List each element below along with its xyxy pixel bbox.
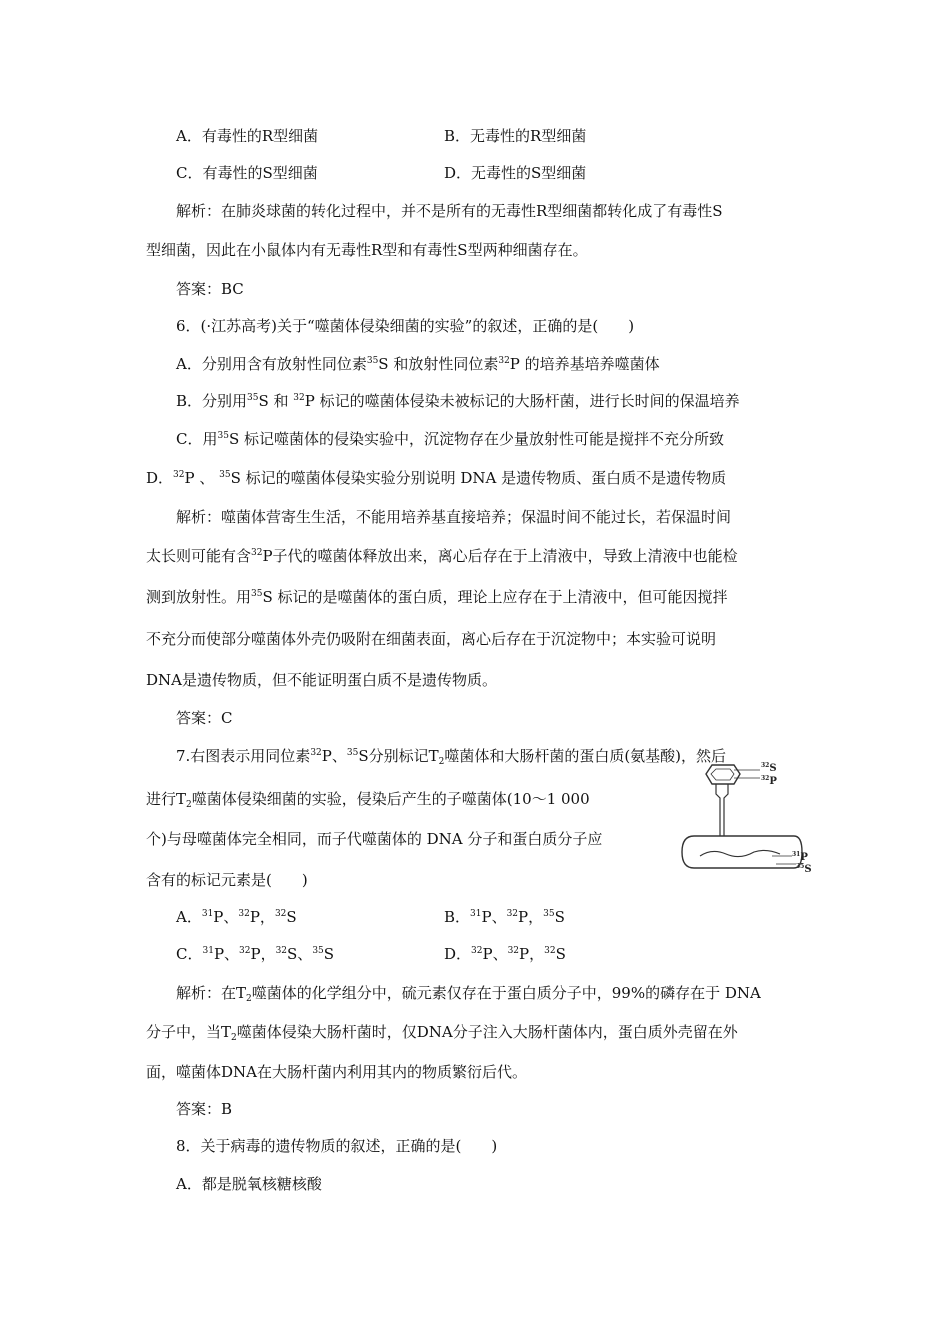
q6-analysis-line-2: 太长则可能有含$^{32}$P子代的噬菌体释放出来，离心后存在于上清液中，导致上清液中也能检: [146, 547, 738, 565]
q7-option-c: C．$^{31}$P、$^{32}$P，$^{32}$S、$^{35}$S: [176, 945, 335, 963]
q7-analysis-line-2: 分子中，当$T_2$噬菌体侵染大肠杆菌时，仅DNA分子注入大肠杆菌体内，蛋白质外壳留在外: [146, 1023, 738, 1043]
q5-option-d: D．无毒性的S型细菌: [444, 164, 587, 182]
q6-option-a: A．分别用含有放射性同位素$^{35}$S 和放射性同位素$^{32}$P 的培养基培养噬菌体: [176, 355, 660, 373]
q7-option-b: B．$^{31}$P、$^{32}$P，$^{35}$S: [444, 908, 565, 926]
phage-diagram: [676, 762, 826, 882]
q6-analysis-line-5: DNA是遗传物质，但不能证明蛋白质不是遗传物质。: [146, 671, 497, 689]
q8-option-a: A．都是脱氧核糖核酸: [176, 1175, 322, 1193]
label-32s: $^{32}$S: [761, 762, 777, 774]
q6-analysis-line-4: 不充分而使部分噬菌体外壳仍吸附在细菌表面，离心后存在于沉淀物中；本实验可说明: [146, 630, 717, 648]
label-32p: $^{32}$P: [761, 775, 777, 787]
q7-analysis-line-3: 面，噬菌体DNA在大肠杆菌内利用其内的物质繁衍后代。: [146, 1063, 527, 1081]
q7-option-a: A．$^{31}$P、$^{32}$P，$^{32}$S: [176, 908, 297, 926]
q6-stem: 6．(·江苏高考)关于“噬菌体侵染细菌的实验”的叙述，正确的是( ): [176, 317, 635, 335]
q5-option-a: A．有毒性的R型细菌: [176, 127, 319, 145]
q7-stem-line-3: 个)与母噬菌体完全相同，而子代噬菌体的 DNA 分子和蛋白质分子应: [146, 830, 603, 848]
q6-option-b: B．分别用$^{35}$S 和 $^{32}$P 标记的噬菌体侵染未被标记的大肠杆菌，进行长时间的保温培养: [176, 392, 740, 410]
phage-tail: [720, 806, 724, 836]
q5-analysis-line-2: 型细菌，因此在小鼠体内有无毒性R型和有毒性S型两种细菌存在。: [146, 241, 588, 259]
q7-answer: 答案：B: [176, 1100, 233, 1118]
q7-analysis-line-1: 解析：在$T_2$噬菌体的化学组分中，硫元素仅存在于蛋白质分子中，99%的磷存在于 DNA: [176, 984, 761, 1004]
q5-option-c: C．有毒性的S型细菌: [176, 164, 318, 182]
q6-option-d: D．$^{32}$P 、 $^{35}$S 标记的噬菌体侵染实验分别说明 DNA 是遗传物质、蛋白质不是遗传物质: [146, 469, 727, 487]
phage-diagram-svg: [676, 762, 826, 882]
q5-option-b: B．无毒性的R型细菌: [444, 127, 587, 145]
q6-option-c: C．用$^{35}$S 标记噬菌体的侵染实验中，沉淀物存在少量放射性可能是搅拌不充分所致: [176, 430, 724, 448]
dna-strand: [700, 850, 780, 856]
q5-analysis-line-1: 解析：在肺炎球菌的转化过程中，并不是所有的无毒性R型细菌都转化成了有毒性S: [176, 202, 723, 220]
label-35s: $^{35}$S: [796, 863, 812, 875]
phage-collar: [716, 784, 728, 806]
q5-answer: 答案：BC: [176, 280, 244, 298]
q7-option-d: D．$^{32}$P、$^{32}$P，$^{32}$S: [444, 945, 566, 963]
phage-head-inner: [711, 769, 734, 780]
q7-stem-line-1: 7.右图表示用同位素$^{32}$P、$^{35}$S分别标记$T_2$噬菌体和大肠杆菌的蛋白质(氨基酸)，然后: [176, 747, 727, 767]
q8-stem: 8．关于病毒的遗传物质的叙述，正确的是( ): [176, 1137, 498, 1155]
label-31p: $^{31}$P: [792, 851, 808, 863]
q7-stem-line-2: 进行$T_2$噬菌体侵染细菌的实验，侵染后产生的子噬菌体(10～1 000: [146, 790, 590, 810]
q6-answer: 答案：C: [176, 709, 233, 727]
q6-analysis-line-1: 解析：噬菌体营寄生生活，不能用培养基直接培养；保温时间不能过长，若保温时间: [176, 508, 732, 526]
bacterium-shape: [682, 836, 802, 868]
q7-stem-line-4: 含有的标记元素是( ): [146, 871, 308, 889]
q6-analysis-line-3: 测到放射性。用$^{35}$S 标记的是噬菌体的蛋白质，理论上应存在于上清液中，但可能因搅拌: [146, 588, 728, 606]
